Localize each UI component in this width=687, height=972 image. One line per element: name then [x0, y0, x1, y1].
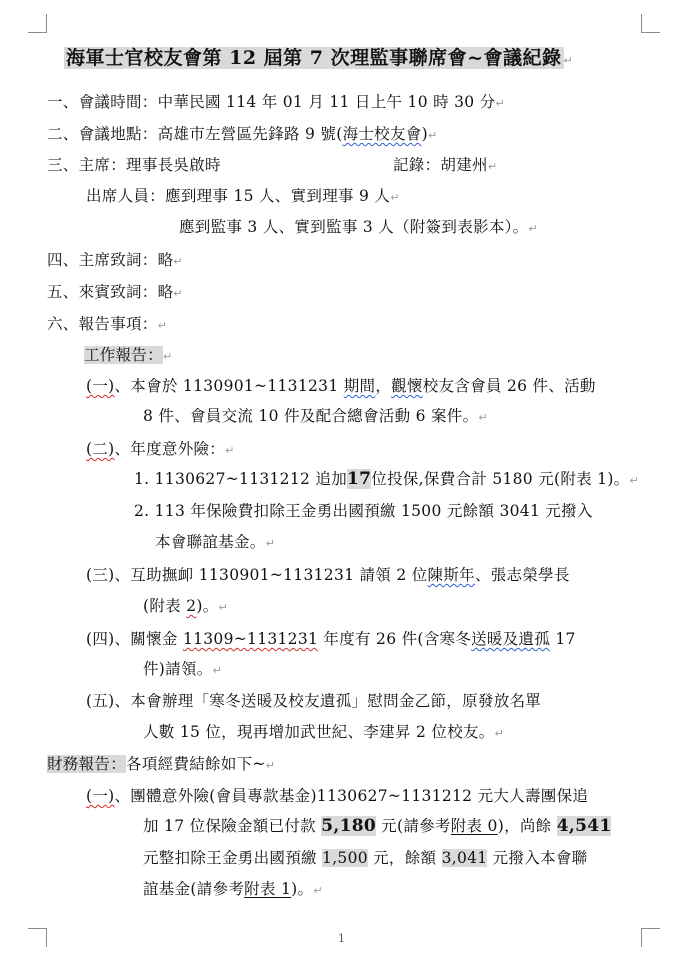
work-item-4-program: 送暖及遺孤: [471, 630, 551, 648]
paragraph-mark: ↵: [629, 474, 640, 487]
work-item-4-number: (四): [86, 630, 115, 648]
work-item-1-text-rest: 校友含會員 26 件、活動: [422, 377, 596, 395]
paragraph-mark: ↵: [173, 287, 183, 300]
work-item-2-sub-2: [134, 500, 593, 522]
paragraph-mark: ↵: [173, 255, 183, 268]
meeting-place-end: ): [421, 125, 428, 143]
work-item-4-text-3: 件)請領。: [143, 660, 213, 678]
paragraph-mark: ↵: [427, 129, 438, 142]
meeting-place-value: 高雄市左營區先鋒路 9 號(: [157, 125, 343, 143]
paragraph-mark: ↵: [487, 160, 498, 173]
work-item-2-line-1: [86, 438, 235, 462]
meeting-time-label: 一、會議時間：: [47, 93, 158, 111]
work-item-2-number: (二): [86, 440, 115, 458]
work-report-heading-line: [84, 344, 173, 368]
work-item-3-text-rest: 、張志榮學長: [474, 566, 570, 584]
page-corner-mark: [641, 14, 660, 33]
work-item-4-text: 、關懷金: [114, 630, 183, 648]
report-items: [47, 313, 167, 337]
work-item-2-sub-1-count: 17: [347, 469, 372, 489]
finance-prepaid-amount: 1,500: [322, 849, 368, 867]
work-item-2-heading: 、年度意外險：: [114, 440, 226, 458]
meeting-place-venue: 海士校友會: [342, 125, 422, 143]
document-title-line: [64, 47, 573, 72]
work-item-3-line-2: [143, 595, 228, 619]
paragraph-mark: ↵: [494, 727, 505, 740]
meeting-time-value: 中華民國 114 年 01 月 11 日上午 10 時 30 分: [157, 93, 496, 111]
work-item-4-count: 17: [550, 630, 576, 648]
finance-item-1-text-2: 加 17 位保險金額已付款: [143, 817, 322, 835]
work-item-2-sub-2-line-2: [155, 531, 275, 555]
work-report-heading: 工作報告：: [84, 346, 164, 364]
finance-item-1-line-1: [86, 785, 588, 807]
work-item-5-number: (五): [86, 692, 115, 710]
guest-speech: [47, 281, 183, 305]
finance-attachment-1: 附表 1: [244, 880, 292, 898]
paragraph-mark: ↵: [265, 537, 276, 550]
attendance-line-1: [86, 185, 400, 209]
paragraph-mark: ↵: [157, 319, 168, 332]
work-item-3-attach-num: 2: [186, 597, 197, 615]
work-item-4-period: 11309~1131231: [182, 630, 319, 648]
page-corner-mark: [28, 928, 47, 947]
work-item-1-text: 、本會於 1130901~1131231: [114, 377, 344, 395]
work-item-1-text-2: 8 件、會員交流 10 件及配合總會活動 6 案件。: [143, 407, 479, 425]
work-item-3-name: 陳斯年: [427, 566, 475, 584]
finance-paid-amount: 5,180: [321, 816, 376, 836]
work-item-1-number: (一): [86, 377, 115, 395]
finance-item-1-line-3: [143, 847, 587, 869]
attendance-label: 出席人員：: [86, 187, 166, 205]
work-item-2-sub-1: [134, 468, 639, 492]
paragraph-mark: ↵: [528, 222, 539, 235]
finance-item-1-line-2: [143, 815, 611, 837]
finance-balance-amount: 3,041: [441, 849, 488, 867]
finance-item-1-line-4: [143, 878, 323, 902]
finance-report-heading-line: [47, 753, 275, 777]
work-item-3-line-1: [86, 564, 570, 586]
page-corner-mark: [641, 928, 660, 947]
finance-remaining-amount: 4,541: [556, 816, 612, 836]
paragraph-mark: ↵: [495, 97, 505, 110]
paragraph-mark: ↵: [390, 191, 400, 204]
work-item-1-care: 觀懷: [391, 377, 423, 395]
finance-item-1-text-3: 元(請參考: [375, 817, 451, 835]
guest-speech-label: 五、來賓致詞：: [47, 283, 158, 301]
work-item-2-sub-2-text-2: 本會聯誼基金。: [155, 533, 266, 551]
recorder-value: 胡建州: [440, 156, 488, 174]
paragraph-mark: ↵: [563, 54, 574, 67]
work-item-1-line-1: [86, 375, 596, 397]
work-item-2-sub-1-text: 1. 1130627~1131212 追加: [134, 470, 347, 488]
chair-speech: [47, 249, 183, 273]
work-item-1-period: 期間: [343, 377, 376, 395]
recorder-line: [393, 154, 497, 178]
work-item-2-sub-1-rest: 位投保,保費合計 5180 元(附表 1)。: [371, 470, 630, 488]
recorder-label: 記錄：: [393, 156, 441, 174]
paragraph-mark: ↵: [218, 601, 229, 614]
report-items-label: 六、報告事項：: [47, 315, 158, 333]
work-item-5-text: 、本會辦理「寒冬送暖及校友遺孤」慰問金乙節，原發放名單: [114, 692, 542, 710]
attendance-line-2: [179, 216, 538, 240]
page-number: 1: [338, 932, 345, 945]
paragraph-mark: ↵: [163, 350, 173, 363]
document-title: 海軍士官校友會第 12 屆第 7 次理監事聯席會~會議紀錄: [66, 47, 562, 69]
work-item-3-text: 、互助撫卹 1130901~1131231 請領 2 位: [114, 566, 428, 584]
paragraph-mark: ↵: [313, 884, 323, 897]
finance-item-1-text-5: 元整扣除王金勇出國預繳: [143, 849, 323, 867]
work-item-5-line-1: [86, 690, 541, 712]
work-item-3-number: (三): [86, 566, 115, 584]
paragraph-mark: ↵: [225, 444, 235, 457]
finance-item-1-text-8: 誼基金(請參考: [143, 880, 245, 898]
finance-report-heading: 財務報告：: [47, 755, 127, 773]
guest-speech-value: 略: [157, 283, 174, 301]
work-item-5-text-2: 人數 15 位，現再增加武世紀、李建昇 2 位校友。: [143, 723, 495, 741]
work-item-2-sub-2-text: 2. 113 年保險費扣除王金勇出國預繳 1500 元餘額 3041 元撥入: [134, 502, 593, 520]
meeting-time: [47, 91, 505, 115]
chair-speech-label: 四、主席致詞：: [47, 251, 158, 269]
work-item-1-comma: ，: [375, 377, 392, 395]
finance-item-1-number: (一): [86, 787, 115, 805]
meeting-place-label: 二、會議地點：: [47, 125, 158, 143]
chair-label: 三、主席：: [47, 156, 127, 174]
paragraph-mark: ↵: [478, 411, 488, 424]
work-item-3-attach-end: )。: [196, 597, 219, 615]
attendance-directors: 應到理事 15 人、實到理事 9 人: [165, 187, 391, 205]
work-item-1-line-2: [143, 405, 488, 429]
work-item-4-line-1: [86, 628, 576, 650]
work-item-5-line-2: [143, 721, 504, 745]
finance-item-1-text: 、團體意外險(會員專款基金)1130627~1131212 元大人壽團保追: [114, 787, 589, 805]
work-item-3-attach: (附表: [143, 597, 187, 615]
finance-item-1-text-9: )。: [291, 880, 314, 898]
meeting-place: [47, 123, 437, 147]
finance-item-1-text-4: )，尚餘: [497, 817, 557, 835]
page-corner-mark: [28, 14, 47, 33]
attendance-supervisors: 應到監事 3 人、實到監事 3 人（附簽到表影本）。: [179, 218, 529, 236]
chair-value: 理事長吳啟時: [126, 156, 221, 174]
chair-line: [47, 154, 221, 176]
work-item-4-line-2: [143, 658, 222, 682]
work-item-4-text-2: 年度有 26 件(含寒冬: [318, 630, 472, 648]
finance-item-1-text-7: 元撥入本會聯: [487, 849, 588, 867]
paragraph-mark: ↵: [212, 664, 223, 677]
finance-item-1-text-6: 元，餘額: [367, 849, 442, 867]
chair-speech-value: 略: [157, 251, 174, 269]
paragraph-mark: ↵: [265, 759, 276, 772]
finance-attachment-0: 附表 0: [450, 817, 498, 835]
finance-report-intro: 各項經費結餘如下~: [126, 755, 266, 773]
